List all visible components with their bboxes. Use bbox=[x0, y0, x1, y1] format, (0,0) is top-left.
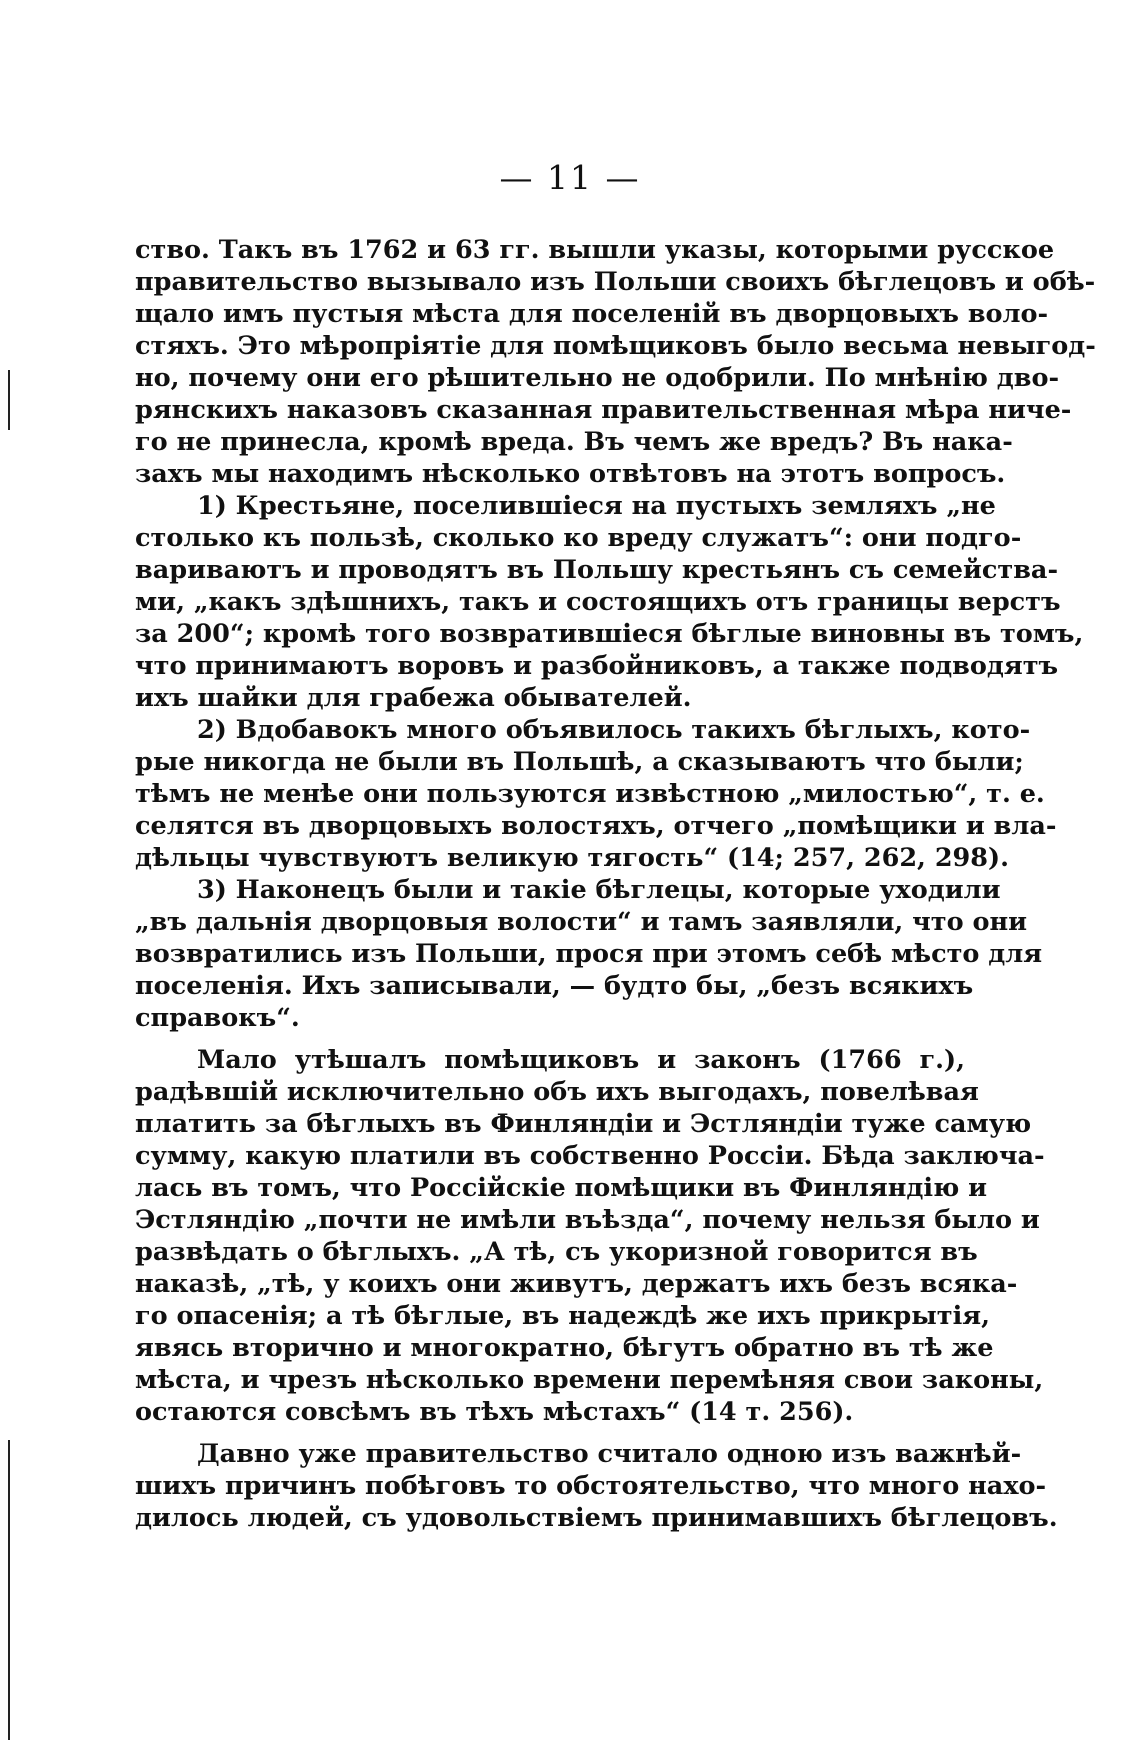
page-number: — 11 — bbox=[499, 158, 641, 197]
text-line: ство. Такъ въ 1762 и 63 гг. вышли указы, которыми русское bbox=[135, 235, 1055, 265]
text-line: стяхъ. Это мѣропріятіе для помѣщиковъ было весьма невыгод- bbox=[135, 331, 1096, 361]
paragraph-5 bbox=[135, 1044, 1045, 1428]
text-line: правительство вызывало изъ Польши своихъ бѣглецовъ и обѣ- bbox=[135, 267, 1096, 297]
body-text bbox=[135, 234, 1096, 1534]
text-line: захъ мы находимъ нѣсколько отвѣтовъ на этотъ вопросъ. bbox=[135, 459, 1006, 489]
paragraph-2 bbox=[135, 490, 1084, 714]
text-line: Эстляндію „почти не имѣли въѣзда“, почему нельзя было и bbox=[135, 1205, 1040, 1235]
text-line: го не принесла, кромѣ вреда. Въ чемъ же вредъ? Въ нака- bbox=[135, 427, 1013, 457]
paragraph-4 bbox=[135, 874, 1043, 1034]
text-line: шихъ причинъ побѣговъ то обстоятельство, что много нахо- bbox=[135, 1471, 1047, 1501]
text-line: что принимаютъ воровъ и разбойниковъ, а также подводятъ bbox=[135, 651, 1059, 681]
text-line: столько къ пользѣ, сколько ко вреду служатъ“: они подго- bbox=[135, 523, 1022, 553]
paragraph-6 bbox=[135, 1438, 1058, 1534]
text-line: развѣдать о бѣглыхъ. „А тѣ, съ укоризной говорится въ bbox=[135, 1237, 978, 1267]
text-line: дѣльцы чувствуютъ великую тягость“ (14; 257, 262, 298). bbox=[135, 843, 1009, 873]
text-line: наказѣ, „тѣ, у коихъ они живутъ, держатъ ихъ безъ всяка- bbox=[135, 1269, 1018, 1299]
scan-edge-mark-lower bbox=[8, 1440, 10, 1740]
text-line: сумму, какую платили въ собственно Россіи. Бѣда заключа- bbox=[135, 1141, 1045, 1171]
text-line: рянскихъ наказовъ сказанная правительственная мѣра ниче- bbox=[135, 395, 1072, 425]
text-line: 3) Наконецъ были и такіе бѣглецы, которые уходили bbox=[197, 875, 1001, 905]
paragraph-1 bbox=[135, 234, 1096, 490]
text-line: мѣста, и чрезъ нѣсколько времени перемѣняя свои законы, bbox=[135, 1365, 1044, 1395]
text-line: за 200“; кромѣ того возвратившіеся бѣглые виновны въ томъ, bbox=[135, 619, 1084, 649]
text-line: селятся въ дворцовыхъ волостяхъ, отчего „помѣщики и вла- bbox=[135, 811, 1057, 841]
text-line: ми, „какъ здѣшнихъ, такъ и состоящихъ отъ границы верстъ bbox=[135, 587, 1061, 617]
text-line: тѣмъ не менѣе они пользуются извѣстною „милостью“, т. е. bbox=[135, 779, 1045, 809]
text-line: го опасенія; а тѣ бѣглые, въ надеждѣ же ихъ прикрытія, bbox=[135, 1301, 990, 1331]
text-line: поселенія. Ихъ записывали, — будто бы, „безъ всякихъ bbox=[135, 971, 974, 1001]
text-line: вариваютъ и проводятъ въ Польшу крестьянъ съ семейства- bbox=[135, 555, 1059, 585]
text-line: остаются совсѣмъ въ тѣхъ мѣстахъ“ (14 т. 256). bbox=[135, 1397, 854, 1427]
text-line: Мало утѣшалъ помѣщиковъ и законъ (1766 г.), bbox=[197, 1045, 965, 1075]
text-line: но, почему они его рѣшительно не одобрили. По мнѣнію дво- bbox=[135, 363, 1060, 393]
text-line: возвратились изъ Польши, прося при этомъ себѣ мѣсто для bbox=[135, 939, 1043, 969]
text-line: Давно уже правительство считало одною изъ важнѣй- bbox=[197, 1439, 1022, 1469]
text-line: лась въ томъ, что Россійскіе помѣщики въ Финляндію и bbox=[135, 1173, 988, 1203]
text-line: дилось людей, съ удовольствіемъ принимавшихъ бѣглецовъ. bbox=[135, 1503, 1058, 1533]
text-line: справокъ“. bbox=[135, 1003, 300, 1033]
text-line: рые никогда не были въ Польшѣ, а сказываютъ что были; bbox=[135, 747, 1024, 777]
text-line: радѣвшій исключительно объ ихъ выгодахъ, повелѣвая bbox=[135, 1077, 979, 1107]
text-line: „въ дальнія дворцовыя волости“ и тамъ заявляли, что они bbox=[135, 907, 1028, 937]
scan-edge-mark-upper bbox=[8, 370, 10, 430]
paragraph-3 bbox=[135, 714, 1057, 874]
text-line: платить за бѣглыхъ въ Финляндіи и Эстляндіи туже самую bbox=[135, 1109, 1032, 1139]
text-line: явясь вторично и многократно, бѣгутъ обратно въ тѣ же bbox=[135, 1333, 994, 1363]
text-line: ихъ шайки для грабежа обывателей. bbox=[135, 683, 692, 713]
text-line: 1) Крестьяне, поселившіеся на пустыхъ земляхъ „не bbox=[197, 491, 996, 521]
text-line: щало имъ пустыя мѣста для поселеній въ дворцовыхъ воло- bbox=[135, 299, 1049, 329]
text-line: 2) Вдобавокъ много объявилось такихъ бѣглыхъ, кото- bbox=[197, 715, 1031, 745]
